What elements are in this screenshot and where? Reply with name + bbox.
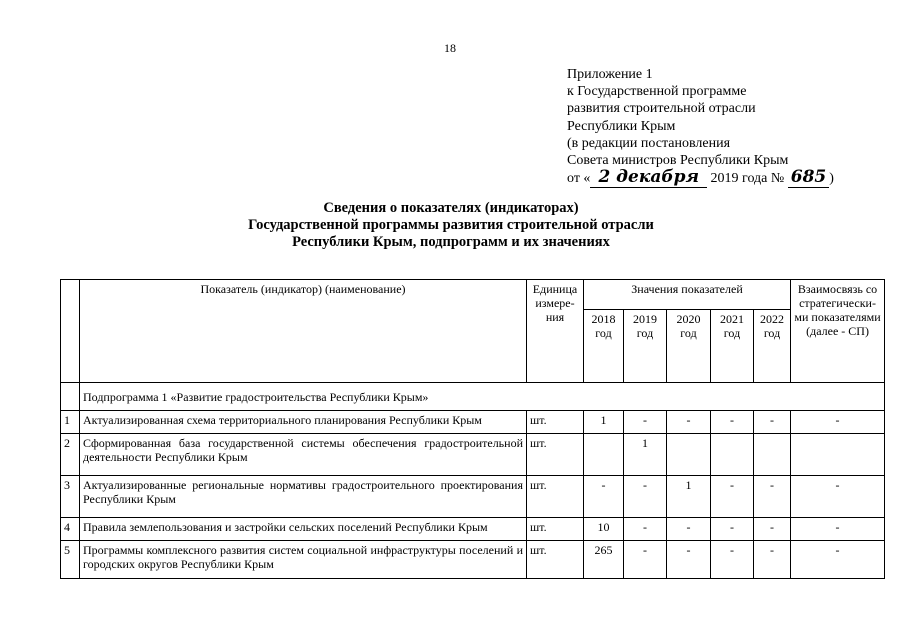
header-indicator: Показатель (индикатор) (наименование)	[80, 280, 527, 383]
table-row	[61, 434, 885, 476]
row-unit: шт.	[527, 518, 584, 541]
row-number: 3	[61, 476, 80, 518]
handwritten-date: 2 декабря	[590, 167, 707, 188]
title-line: Государственной программы развития строительной отрасли	[248, 217, 654, 233]
appendix-line: Совета министров Республики Крым	[567, 153, 789, 169]
table-row	[61, 411, 885, 434]
document-title	[150, 200, 752, 251]
header-values: Значения показателей	[584, 280, 791, 310]
subprogram-row	[61, 383, 885, 411]
row-value: -	[624, 411, 667, 434]
table-row	[61, 476, 885, 518]
header-number	[61, 280, 80, 383]
row-value: -	[711, 411, 754, 434]
appendix-line: развития строительной отрасли	[567, 101, 756, 117]
date-year: 2019 года №	[710, 171, 785, 187]
date-prefix: от «	[567, 171, 591, 187]
row-value: 1	[584, 411, 624, 434]
row-value	[667, 434, 711, 476]
row-indicator: Правила землепользования и застройки сельских поселений Республики Крым	[80, 518, 527, 541]
header-unit: Единица измере-ния	[527, 280, 584, 383]
header-year: 2022 год	[754, 310, 791, 383]
appendix-line: Приложение 1	[567, 67, 653, 82]
row-value: -	[667, 518, 711, 541]
header-year: 2019 год	[624, 310, 667, 383]
row-number: 2	[61, 434, 80, 476]
row-value: 265	[584, 541, 624, 579]
row-indicator: Программы комплексного развития систем социальной инфраструктуры поселений и городских округов Республики Крым	[80, 541, 527, 579]
row-value: -	[754, 518, 791, 541]
appendix-line: (в редакции постановления	[567, 135, 731, 151]
row-value: -	[667, 411, 711, 434]
header-year: 2018 год	[584, 310, 624, 383]
header-year: 2021 год	[711, 310, 754, 383]
row-value: -	[754, 541, 791, 579]
row-indicator: Актуализированные региональные нормативы градостроительного проектирования Республики Крым	[80, 476, 527, 518]
page-number: 18	[444, 41, 456, 55]
row-number: 1	[61, 411, 80, 434]
row-number: 4	[61, 518, 80, 541]
appendix-line: Республики Крым	[567, 118, 676, 134]
row-unit: шт.	[527, 434, 584, 476]
row-value: -	[624, 518, 667, 541]
appendix-line: к Государственной программе	[567, 84, 747, 100]
table-row	[61, 541, 885, 579]
row-value	[711, 434, 754, 476]
row-link: -	[791, 541, 885, 579]
handwritten-number: 685	[788, 167, 830, 188]
row-value	[754, 434, 791, 476]
row-link: -	[791, 518, 885, 541]
row-link: -	[791, 411, 885, 434]
row-link	[791, 434, 885, 476]
indicators-table	[60, 279, 885, 579]
row-value: -	[624, 476, 667, 518]
row-value: -	[584, 476, 624, 518]
row-value	[584, 434, 624, 476]
appendix-block	[567, 66, 897, 187]
row-unit: шт.	[527, 411, 584, 434]
date-suffix: )	[829, 171, 834, 187]
row-value: 10	[584, 518, 624, 541]
row-unit: шт.	[527, 541, 584, 579]
title-line: Сведения о показателях (индикаторах)	[323, 200, 579, 216]
row-value: -	[711, 518, 754, 541]
row-value: -	[754, 476, 791, 518]
row-unit: шт.	[527, 476, 584, 518]
row-indicator: Актуализированная схема территориального планирования Республики Крым	[80, 411, 527, 434]
title-line: Республики Крым, подпрограмм и их значениях	[292, 234, 610, 250]
row-value: 1	[624, 434, 667, 476]
row-value: 1	[667, 476, 711, 518]
row-value: -	[624, 541, 667, 579]
row-number: 5	[61, 541, 80, 579]
row-link: -	[791, 476, 885, 518]
row-value: -	[711, 541, 754, 579]
appendix-date-line	[567, 169, 897, 187]
table-row	[61, 518, 885, 541]
header-link: Взаимосвязь со стратегически-ми показателями (далее - СП)	[791, 280, 885, 383]
row-value: -	[711, 476, 754, 518]
row-value: -	[754, 411, 791, 434]
row-indicator: Сформированная база государственной системы обеспечения градостроительной деятельности Республики Крым	[80, 434, 527, 476]
subprogram-number	[61, 383, 80, 411]
subprogram-title: Подпрограмма 1 «Развитие градостроительства Республики Крым»	[80, 383, 885, 411]
header-year: 2020 год	[667, 310, 711, 383]
row-value: -	[667, 541, 711, 579]
